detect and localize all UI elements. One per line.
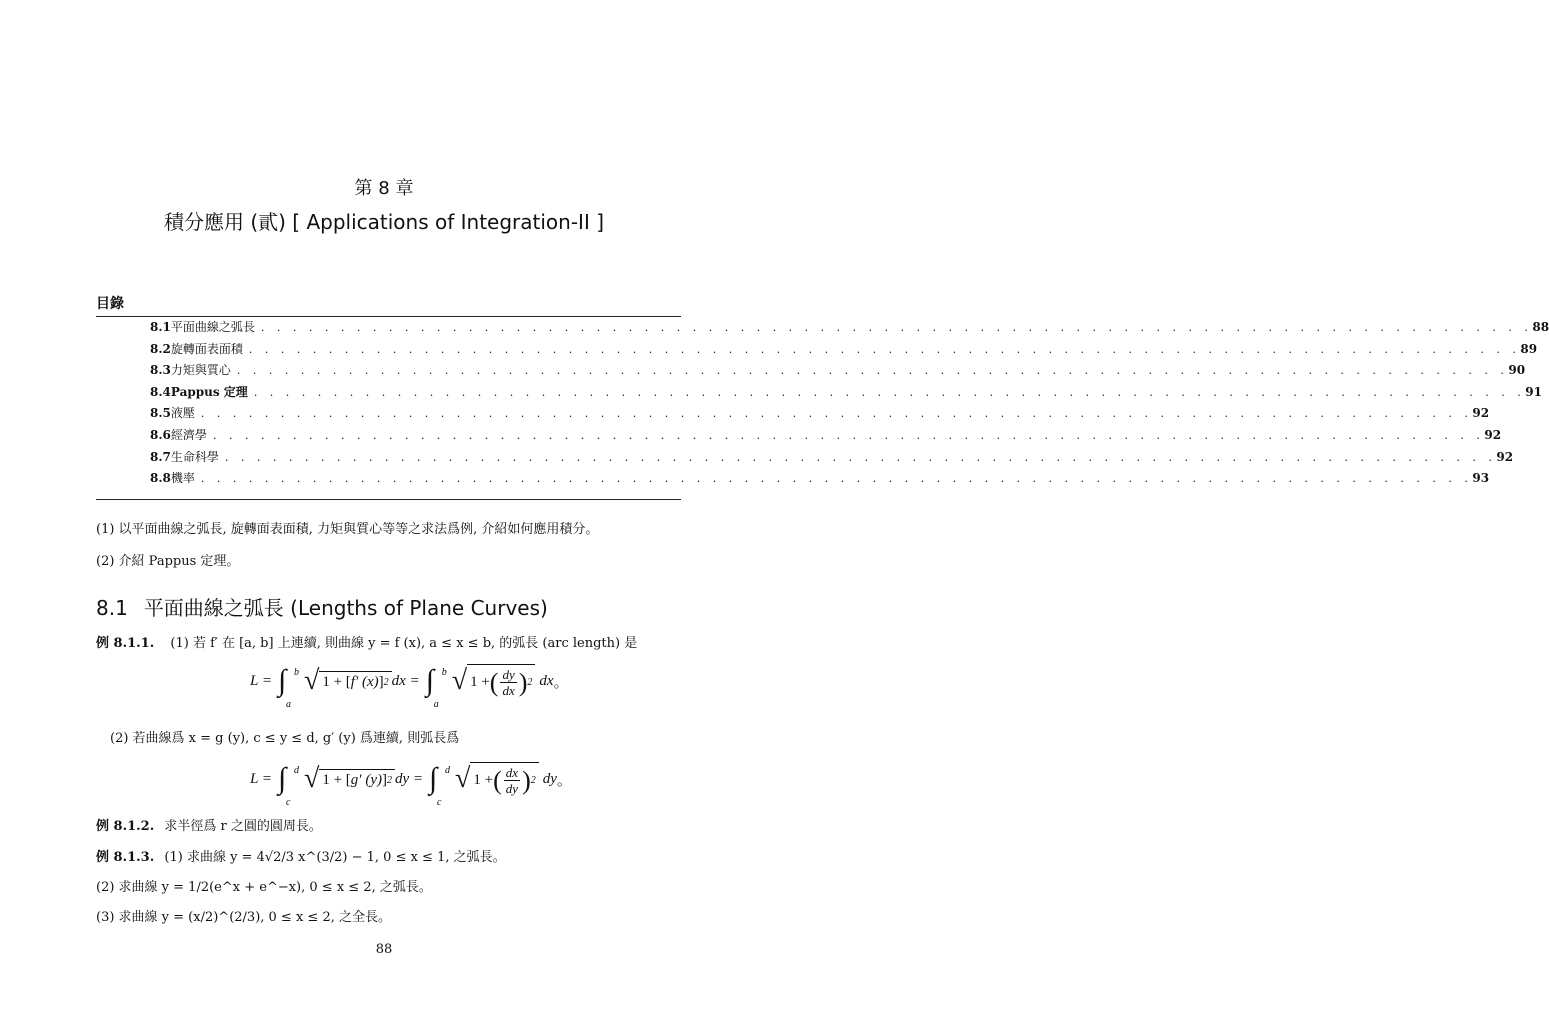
toc-entry-title: 經濟學 <box>170 428 207 442</box>
section-number: 8.1 <box>96 596 128 620</box>
toc-entry-title: Pappus 定理 <box>170 384 248 399</box>
example-label: 例 8.1.1. <box>96 636 155 651</box>
toc-entry-page: 92 <box>1496 449 1514 464</box>
toc-entry-title: 力矩與質心 <box>170 363 231 378</box>
toc-entry-title: 生命科學 <box>170 449 219 464</box>
chapter-number: 第 8 章 <box>354 178 414 199</box>
example-text: 求半徑爲 r 之圓的圓周長。 <box>164 819 322 834</box>
toc-entry-number: 8.5 <box>150 406 171 421</box>
intro-item-1: (1) 以平面曲線之弧長, 旋轉面表面積, 力矩與質心等等之求法爲例, 介紹如何應用積分。 <box>96 522 599 537</box>
toc-entry-number: 8.1 <box>150 320 171 334</box>
arc-length-formula-x: L = ∫ b a √ 1 + [ f′ (x) ] 2 dx = ∫ b a √ 1 + ( $\frac{dy}{dx}$ ) 2 dx 。 <box>250 664 569 710</box>
toc-entry-title: 旋轉面表面積 <box>170 341 243 356</box>
example-8-1-3-part-2: (2) 求曲線 y = 1/2(e^x + e^−x), 0 ≤ x ≤ 2, 之弧長。 <box>96 880 432 895</box>
toc-entry[interactable] <box>150 318 1549 338</box>
toc-entry-number: 8.8 <box>150 471 171 486</box>
section-heading <box>96 592 548 621</box>
toc-entry-page: 92 <box>1472 406 1490 421</box>
toc-leader-dots: . . . . . . . . . . . . . . . . . . . . . . . . . . . . . . . . . . . . . . . . . . . . . . . . . . . . . . . . . . . . . . . . . . . . . . . . . . . . . . . . <box>248 342 1521 356</box>
example-text: (1) 求曲線 y = 4√2/3 x^(3/2) − 1, 0 ≤ x ≤ 1, 之弧長。 <box>164 850 506 865</box>
example-8-1-1-part-2: (2) 若曲線爲 x = g (y), c ≤ y ≤ d, g′ (y) 爲連續, 則弧長爲 <box>110 731 460 746</box>
toc-entry[interactable] <box>150 426 1502 446</box>
toc-entry-page: 92 <box>1484 428 1502 442</box>
example-label: 例 8.1.2. <box>96 819 155 834</box>
toc-leader-dots: . . . . . . . . . . . . . . . . . . . . . . . . . . . . . . . . . . . . . . . . . . . . . . . . . . . . . . . . . . . . . . . . . . . . . . . . . . . . . . . . <box>200 407 1473 421</box>
toc-leader-dots: . . . . . . . . . . . . . . . . . . . . . . . . . . . . . . . . . . . . . . . . . . . . . . . . . . . . . . . . . . . . . . . . . . . . . . . . . . . . . . . . <box>236 364 1509 378</box>
toc-entry-page: 91 <box>1525 384 1542 399</box>
page-number: 88 <box>375 942 393 957</box>
example-label: 例 8.1.3. <box>96 850 155 865</box>
intro-item-2: (2) 介紹 Pappus 定理。 <box>96 554 240 569</box>
toc-leader-dots: . . . . . . . . . . . . . . . . . . . . . . . . . . . . . . . . . . . . . . . . . . . . . . . . . . . . . . . . . . . . . . . . . . . . . . . . . . . . . . . . <box>224 450 1497 464</box>
toc-entry-number: 8.7 <box>150 449 171 464</box>
toc-leader-dots: . . . . . . . . . . . . . . . . . . . . . . . . . . . . . . . . . . . . . . . . . . . . . . . . . . . . . . . . . . . . . . . . . . . . . . . . . . . . . . . . <box>253 385 1526 399</box>
toc-leader-dots: . . . . . . . . . . . . . . . . . . . . . . . . . . . . . . . . . . . . . . . . . . . . . . . . . . . . . . . . . . . . . . . . . . . . . . . . . . . . . . . . <box>200 472 1473 486</box>
example-8-1-2 <box>96 815 322 834</box>
toc-entry-title: 液壓 <box>170 406 195 421</box>
toc-bottom-rule <box>96 499 681 500</box>
toc-entry[interactable] <box>150 361 1526 381</box>
toc-heading: 目錄 <box>96 296 124 312</box>
toc-leader-dots: . . . . . . . . . . . . . . . . . . . . . . . . . . . . . . . . . . . . . . . . . . . . . . . . . . . . . . . . . . . . . . . . . . . . . . . . . . . . . . . . <box>212 429 1485 442</box>
chapter-title: 積分應用 (貳) [ Applications of Integration-II ] <box>163 210 605 234</box>
toc-entry-number: 8.3 <box>150 363 171 378</box>
toc-entry-page: 93 <box>1472 471 1490 486</box>
toc-entry-title: 平面曲線之弧長 <box>170 320 255 334</box>
toc-entry[interactable] <box>150 448 1514 468</box>
toc-entry-page: 88 <box>1532 320 1549 334</box>
example-8-1-3 <box>96 846 506 865</box>
toc-entry[interactable] <box>150 340 1538 360</box>
toc-entry-page: 89 <box>1520 341 1538 356</box>
example-8-1-1 <box>96 632 637 651</box>
toc-entry[interactable] <box>150 404 1490 424</box>
toc-entry-number: 8.2 <box>150 341 171 356</box>
toc-leader-dots: . . . . . . . . . . . . . . . . . . . . . . . . . . . . . . . . . . . . . . . . . . . . . . . . . . . . . . . . . . . . . . . . . . . . . . . . . . . . . . . . <box>260 321 1533 334</box>
section-title: 平面曲線之弧長 (Lengths of Plane Curves) <box>143 596 548 620</box>
toc-entry-number: 8.6 <box>150 428 171 442</box>
toc-entry-number: 8.4 <box>150 384 171 399</box>
example-8-1-3-part-3: (3) 求曲線 y = (x/2)^(2/3), 0 ≤ x ≤ 2, 之全長。 <box>96 910 391 925</box>
toc-top-rule <box>96 316 681 317</box>
toc-entry-page: 90 <box>1508 363 1526 378</box>
toc-entry[interactable] <box>150 469 1490 489</box>
toc-entry-title: 機率 <box>170 471 195 486</box>
arc-length-formula-y: L = ∫ d c √ 1 + [ g′ (y) ] 2 dy = ∫ d c √ 1 + ( $\frac{dx}{dy}$ ) 2 dy 。 <box>250 762 572 808</box>
toc-entry[interactable] <box>150 383 1542 403</box>
example-text: (1) 若 f′ 在 [a, b] 上連續, 則曲線 y = f (x), a ≤ x ≤ b, 的弧長 (arc length) 是 <box>170 636 638 651</box>
